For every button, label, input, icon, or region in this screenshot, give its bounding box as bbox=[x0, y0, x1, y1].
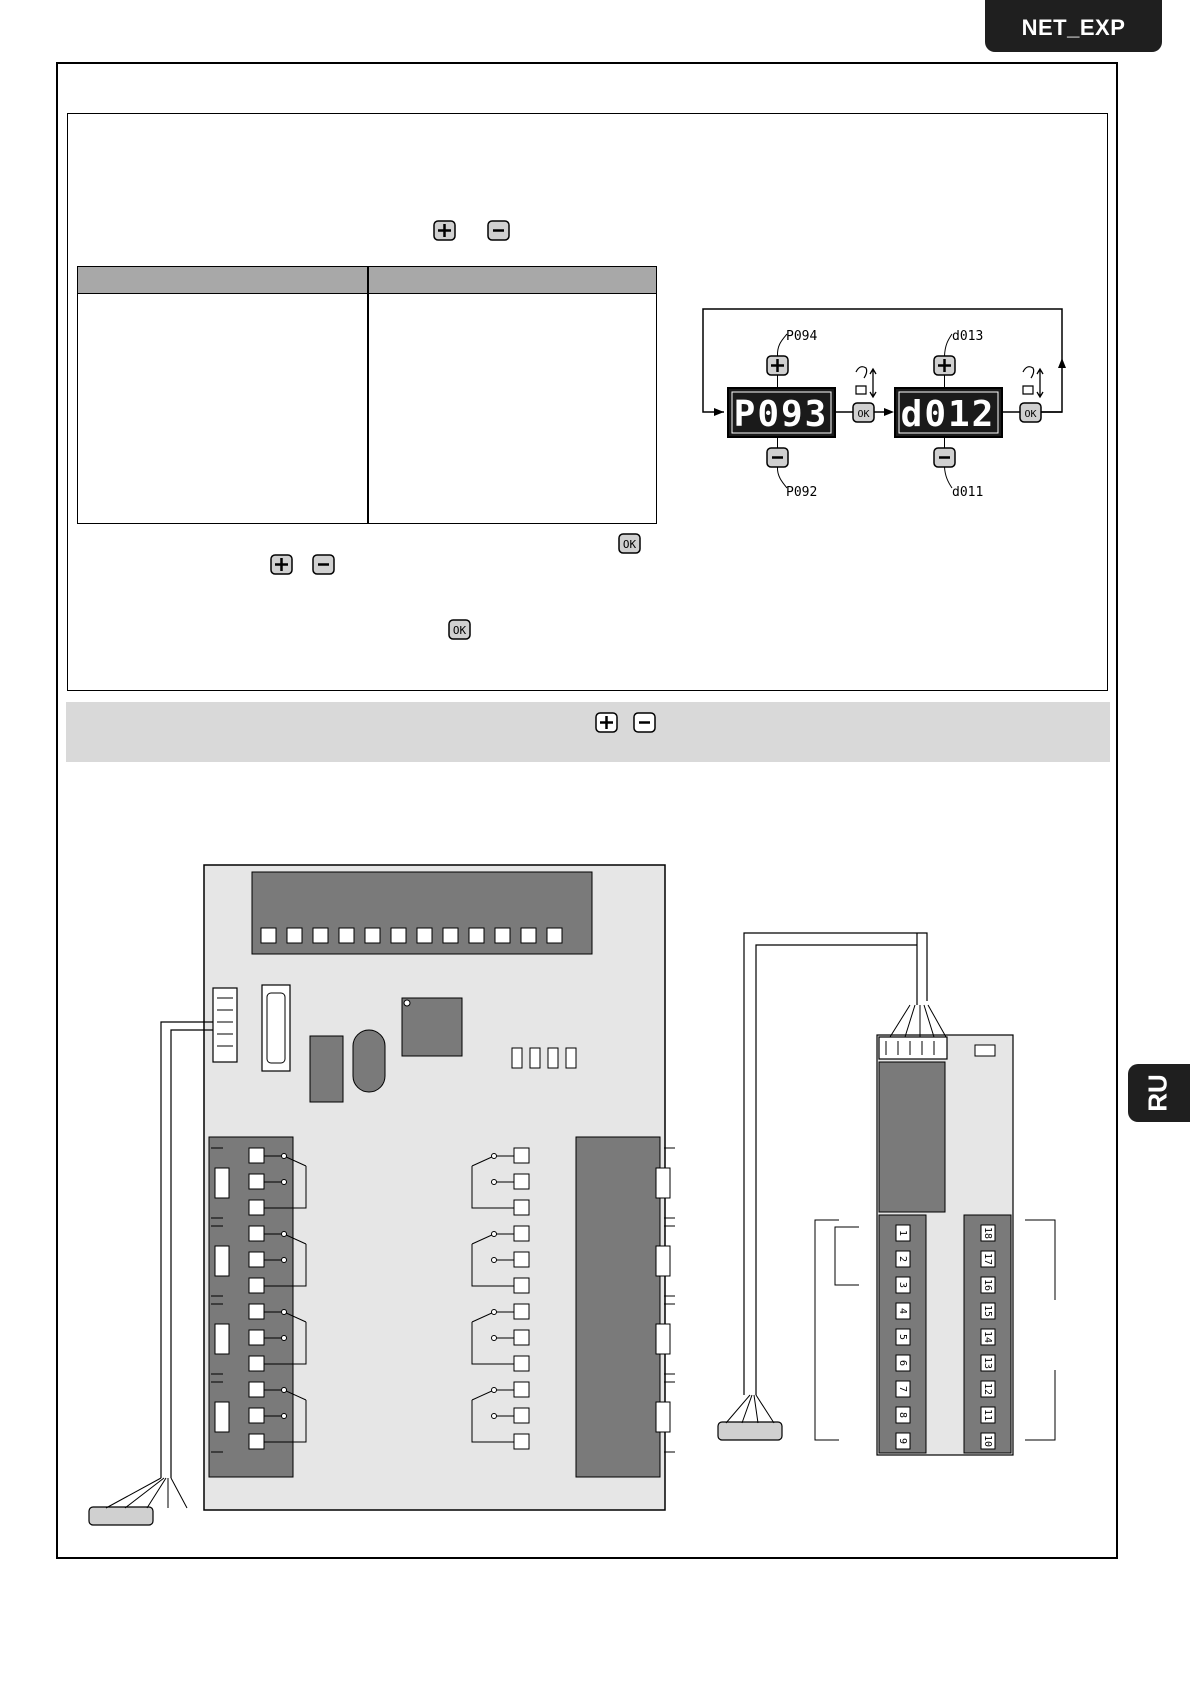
terminal-number: 12 bbox=[982, 1382, 993, 1396]
terminal-screw bbox=[249, 1356, 264, 1371]
terminal-number: 9 bbox=[897, 1437, 908, 1445]
expansion-board-diagram bbox=[85, 860, 675, 1530]
terminal-plug bbox=[656, 1168, 670, 1198]
ok-icon bbox=[618, 533, 642, 555]
crystal-oscillator bbox=[353, 1030, 385, 1092]
minus-icon bbox=[633, 712, 657, 734]
cable-plug bbox=[89, 1507, 153, 1525]
terminal-number: 3 bbox=[897, 1281, 908, 1289]
press-hold-icon bbox=[856, 367, 867, 394]
dip-pin bbox=[313, 928, 328, 943]
table-column-divider bbox=[367, 267, 369, 523]
terminal-number: 1 bbox=[897, 1229, 908, 1237]
terminal-screw bbox=[514, 1408, 529, 1423]
terminal-screw bbox=[514, 1330, 529, 1345]
dip-pin bbox=[469, 928, 484, 943]
terminal-number: 11 bbox=[982, 1408, 993, 1422]
header-connector bbox=[262, 985, 290, 1071]
note-box bbox=[66, 702, 1110, 762]
previous-parameter-label: P092 bbox=[786, 485, 818, 500]
dip-pin bbox=[261, 928, 276, 943]
terminal-screw bbox=[514, 1304, 529, 1319]
terminal-screw bbox=[514, 1356, 529, 1371]
terminal-screw bbox=[514, 1174, 529, 1189]
terminal-screw bbox=[514, 1252, 529, 1267]
ok-icon-label: OK bbox=[622, 538, 637, 551]
minus-icon bbox=[487, 220, 511, 242]
plus-icon bbox=[433, 220, 457, 242]
terminal-number: 8 bbox=[897, 1411, 908, 1419]
terminal-screw bbox=[249, 1252, 264, 1267]
tab-label: NET_EXP bbox=[1021, 15, 1126, 40]
terminal-number: 7 bbox=[897, 1385, 908, 1393]
terminal-screw bbox=[249, 1148, 264, 1163]
document-tab-net-exp bbox=[985, 0, 1162, 52]
dip-pin bbox=[495, 928, 510, 943]
terminal-number: 5 bbox=[897, 1333, 908, 1341]
dip-pin bbox=[391, 928, 406, 943]
terminal-screw bbox=[514, 1200, 529, 1215]
terminal-number: 17 bbox=[982, 1252, 993, 1266]
right-output-terminal-block bbox=[576, 1137, 660, 1477]
terminal-screw bbox=[514, 1226, 529, 1241]
language-tab-ru bbox=[1128, 1064, 1190, 1122]
dip-pin bbox=[443, 928, 458, 943]
terminal-screw bbox=[514, 1278, 529, 1293]
terminal-number: 13 bbox=[982, 1356, 993, 1370]
dip-pin bbox=[365, 928, 380, 943]
terminal-number: 16 bbox=[982, 1278, 993, 1292]
relay-driver-chip bbox=[310, 1036, 343, 1102]
bus-connector bbox=[879, 1037, 947, 1059]
microcontroller-chip bbox=[402, 998, 462, 1056]
terminal-plug bbox=[656, 1402, 670, 1432]
terminal-number: 18 bbox=[982, 1226, 993, 1240]
terminal-plug bbox=[215, 1168, 229, 1198]
terminal-number: 15 bbox=[982, 1304, 993, 1318]
ok-icon-label: OK bbox=[452, 624, 467, 637]
terminal-screw bbox=[249, 1408, 264, 1423]
terminal-number: 2 bbox=[897, 1255, 908, 1263]
parameter-table bbox=[77, 266, 657, 524]
terminal-plug bbox=[215, 1402, 229, 1432]
ok-icon bbox=[448, 619, 472, 641]
plus-icon bbox=[595, 712, 619, 734]
terminal-screw bbox=[249, 1226, 264, 1241]
terminal-screw bbox=[514, 1382, 529, 1397]
terminal-number: 10 bbox=[982, 1434, 993, 1448]
dip-pin bbox=[287, 928, 302, 943]
terminal-screw bbox=[249, 1434, 264, 1449]
ok-label: OK bbox=[857, 409, 870, 420]
terminal-screw bbox=[249, 1304, 264, 1319]
terminal-screw bbox=[249, 1200, 264, 1215]
terminal-screw bbox=[249, 1174, 264, 1189]
terminal-screw bbox=[249, 1278, 264, 1293]
terminal-plug bbox=[215, 1324, 229, 1354]
display-navigation-diagram bbox=[690, 300, 1090, 510]
minus-icon bbox=[312, 554, 336, 576]
terminal-screw bbox=[514, 1434, 529, 1449]
cable-plug bbox=[718, 1422, 782, 1440]
terminal-plug bbox=[215, 1246, 229, 1276]
dip-pin bbox=[417, 928, 432, 943]
bus-connector bbox=[213, 988, 237, 1062]
current-parameter-display: P093 bbox=[733, 394, 829, 435]
terminal-screw bbox=[514, 1148, 529, 1163]
terminal-number: 4 bbox=[897, 1307, 908, 1315]
terminal-number: 14 bbox=[982, 1330, 993, 1344]
language-tab-label: RU bbox=[1142, 1074, 1173, 1112]
dip-pin bbox=[547, 928, 562, 943]
plus-icon bbox=[270, 554, 294, 576]
press-hold-icon bbox=[1023, 367, 1034, 394]
next-parameter-label: P094 bbox=[786, 329, 818, 344]
terminal-screw bbox=[249, 1330, 264, 1345]
current-value-display: d012 bbox=[900, 394, 996, 435]
next-value-label: d013 bbox=[952, 329, 984, 344]
terminal-plug bbox=[656, 1246, 670, 1276]
terminal-number: 6 bbox=[897, 1359, 908, 1367]
previous-value-label: d011 bbox=[952, 485, 984, 500]
control-unit-diagram bbox=[710, 925, 1090, 1485]
ok-label: OK bbox=[1024, 409, 1037, 420]
terminal-screw bbox=[249, 1382, 264, 1397]
dip-pin bbox=[521, 928, 536, 943]
display-module bbox=[879, 1062, 945, 1212]
dip-pin bbox=[339, 928, 354, 943]
terminal-plug bbox=[656, 1324, 670, 1354]
